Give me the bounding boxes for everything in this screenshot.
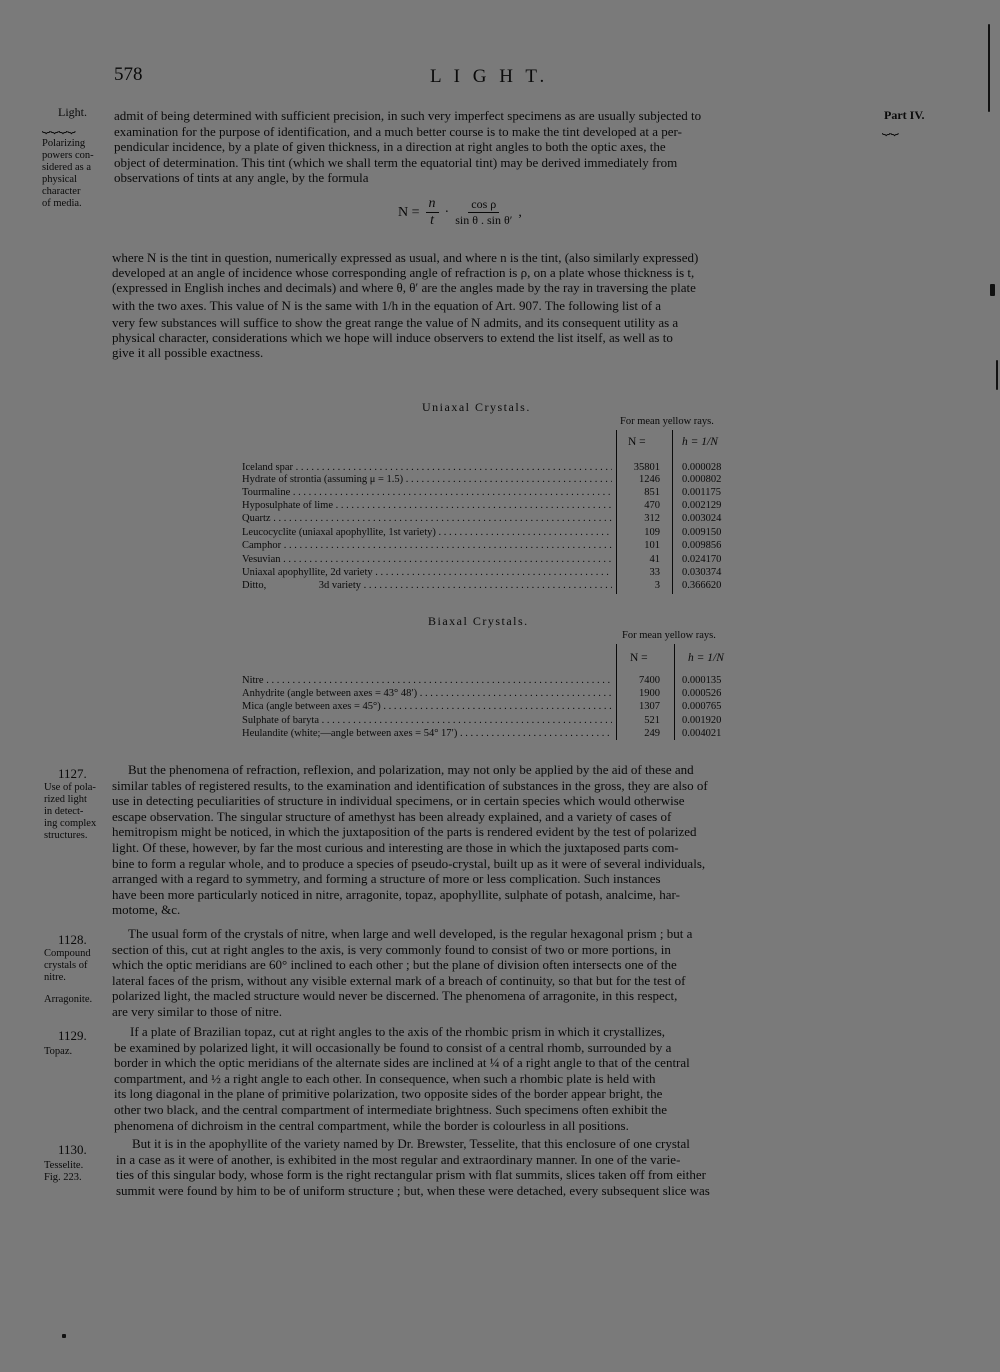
- margin-tesselite: Tesselite. Fig. 223.: [44, 1160, 84, 1183]
- intro-paragraph: admit of being determined with sufficient precision, in such very imperfect specimens as are usually subjected to examination for the purpose of identification, and a much better course is to make the tint developed at a per- pendicular incidence, by a plate of given thickness, in a direction at right angles to both the optic axes, the object of determination. This tint (which we shall term the equatorial tint) may be derived immediately from observations of tints at any angle, by the formula: [114, 108, 702, 186]
- where-paragraph: where N is the tint in question, numerically expressed as usual, and where n is the tint, (also similarly expressed) developed at an angle of incidence whose corresponding angle of refraction is ρ, on a plate whose thickness is t, (expressed in English inches and decimals) and where θ, θ′ are the angles made by the ray in traversing the plate with the two axes. This value of N is the same with 1/h in the equation of Art. 907. The following list of a very few substances will suffice to show the great range the value of N admits, and its consequent utility as a physical character, considerations which we hope will induce observers to extend the list itself, as well as to give it all possible exactness.: [112, 250, 699, 361]
- uniaxal-col-n: N =: [628, 436, 646, 448]
- margin-brace-icon: ⏟⏟⏟⏟: [42, 119, 76, 134]
- uniaxal-title: Uniaxal Crystals.: [422, 400, 531, 414]
- scan-edge-mark: [990, 284, 995, 296]
- table-row: Uniaxal apophyllite, 2d variety . . . 33 0.030374: [242, 567, 740, 579]
- article-1130-number: 1130.: [58, 1142, 87, 1157]
- page-number: 578: [114, 64, 143, 85]
- paragraph-1129: If a plate of Brazilian topaz, cut at right angles to the axis of the rhombic prism in which it crystallizes, be examined by polarized light, it will occasionally be found to consist of a central rhomb, surrounded by a border in which the optic meridians of the alternate sides are inclined at ¼ of a right angle to that of the central compartment, and ½ a right angle to each other. In consequence, when such a rhombic plate is held with its long diagonal in the plane of primitive polarization, two opposite sides of the border appear bright, the other two black, and the central compartment of intermediate brightness. Such specimens often exhibit the phenomena of dichroism in the central compartment, while the border is colourless in all positions.: [114, 1024, 690, 1133]
- table-row: Camphor . . . 101 0.009856: [242, 540, 740, 552]
- scan-edge-mark: [988, 24, 990, 112]
- table-row: Vesuvian . . . 41 0.024170: [242, 554, 740, 566]
- paragraph-1128: The usual form of the crystals of nitre, when large and well developed, is the regular hexagonal prism ; but a section of this, cut at right angles to the axis, is very commonly found to consist of two or more portions, in which the optic meridians are 60° inclined to each other ; but the plane of division often intersects one of the lateral faces of the prism, without any visible external mark of a breach of continuity, so that but for the test of polarized light, the macled structure would never be discerned. The phenomena of arragonite, in this respect, are very similar to those of nitre.: [112, 926, 693, 1019]
- table-row: Nitre . . . 7400 0.000135: [242, 675, 740, 687]
- table-row: Quartz . . . 312 0.003024: [242, 513, 740, 525]
- article-1127-number: 1127.: [58, 766, 87, 781]
- biaxal-caption: For mean yellow rays.: [622, 630, 716, 641]
- table-row: Anhydrite (angle between axes = 43° 48′) . . . 1900 0.000526: [242, 688, 740, 700]
- paragraph-1127: But the phenomena of refraction, reflexion, and polarization, may not only be applied by the aid of these and similar tables of registered results, to the examination and identification of substances in the gross, they are also of use in detecting peculiarities of structure in individual specimens, or in certain species which would otherwise escape observation. The singular structure of amethyst has been already explained, and a variety of cases of hemitropism might be noticed, in which the juxtaposition of the parts is rendered evident by the test of polarized light. Of these, however, by far the most curious and interesting are those in which the juxtaposed parts com- bine to form a regular whole, and to produce a species of pseudo-crystal, built up as it were of several individuals, arranged with a regard to symmetry, and forming a structure of more or less complication. Such instances have been more particularly noticed in nitre, arragonite, topaz, apophyllite, sulphate of potash, analcime, har- motome, &c.: [112, 762, 708, 918]
- biaxal-col-h: h = 1/N: [688, 652, 724, 664]
- part-label: Part IV.: [884, 108, 925, 122]
- biaxal-title: Biaxal Crystals.: [428, 614, 529, 628]
- uniaxal-col-h: h = 1/N: [682, 436, 718, 448]
- margin-compound-crystals: Compound crystals of nitre.: [44, 948, 91, 983]
- margin-use-polarized: Use of pola- rized light in detect- ing complex structures.: [44, 782, 97, 841]
- table-row: Heulandite (white;—angle between axes = 54° 17′) . . . 249 0.004021: [242, 728, 740, 740]
- tint-formula: N = $\frac{n}{t}$ · $\frac{\text{cos ρ}}{\text{sin θ . sin θ′}}$ ,: [398, 196, 522, 228]
- margin-topaz: Topaz.: [44, 1046, 73, 1057]
- article-1128-number: 1128.: [58, 932, 87, 947]
- scan-speck: [62, 1334, 66, 1338]
- table-row: Iceland spar . . . 35801 0.000028: [242, 462, 740, 474]
- biaxal-col-n: N =: [630, 652, 648, 664]
- scan-edge-mark: [996, 360, 998, 390]
- table-row: Sulphate of baryta . . . 521 0.001920: [242, 715, 740, 727]
- margin-arragonite: Arragonite.: [44, 994, 93, 1005]
- table-row: Mica (angle between axes = 45°) . . . 1307 0.000765: [242, 701, 740, 713]
- table-row: Hydrate of strontia (assuming μ = 1.5) . . . 1246 0.000802: [242, 474, 740, 486]
- table-row: Ditto, 3d variety . . . 3 0.366620: [242, 580, 740, 592]
- margin-polarizing: Polarizing powers con- sidered as a physical character of media.: [42, 138, 94, 209]
- paragraph-1130: But it is in the apophyllite of the variety named by Dr. Brewster, Tesselite, that this enclosure of one crystal in a case as it were of another, is exhibited in the most regular and extraordinary manner. In one of the varie- ties of this singular body, whose form is the right rectangular prism with flat summits, slices taken off from either summit were found by him to be of uniform structure ; but, when these were detached, every subsequent slice was: [116, 1136, 710, 1198]
- margin-light: Light.: [58, 105, 87, 119]
- uniaxal-caption: For mean yellow rays.: [620, 416, 714, 427]
- running-title: L I G H T.: [430, 66, 549, 87]
- part-brace-icon: ⏟⏟: [882, 121, 899, 136]
- table-row: Tourmaline . . . 851 0.001175: [242, 487, 740, 499]
- table-row: Hyposulphate of lime . . . 470 0.002129: [242, 500, 740, 512]
- table-row: Leucocyclite (uniaxal apophyllite, 1st variety) . . . 109 0.009150: [242, 527, 740, 539]
- article-1129-number: 1129.: [58, 1028, 87, 1043]
